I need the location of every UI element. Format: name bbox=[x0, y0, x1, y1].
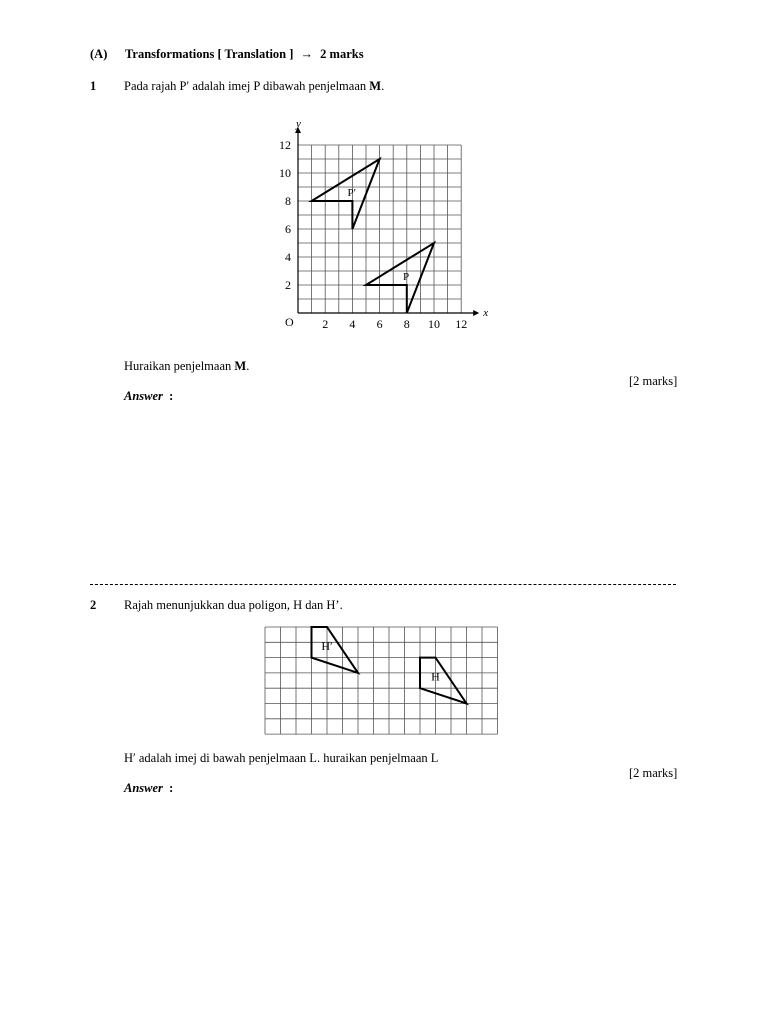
section-title-text: Transformations [ Translation ] bbox=[125, 47, 294, 61]
shape-label: H′ bbox=[321, 639, 333, 654]
y-tick-label: 6 bbox=[285, 222, 291, 236]
q1-text-pre: Pada rajah P′ adalah imej P dibawah penjelmaan bbox=[124, 79, 370, 93]
y-tick-label: 12 bbox=[279, 138, 291, 152]
y-tick-label: 8 bbox=[285, 194, 291, 208]
q1-answer-word: Answer bbox=[124, 389, 163, 403]
q1-number: 1 bbox=[90, 79, 97, 93]
q2-answer-word: Answer bbox=[124, 781, 163, 795]
q1-marks: [2 marks] bbox=[629, 374, 678, 388]
shape-polygon bbox=[312, 627, 359, 673]
q2-answer-label bbox=[124, 781, 173, 796]
shape-label: P bbox=[403, 271, 410, 284]
section-marks: 2 marks bbox=[320, 47, 364, 61]
x-axis-label: x bbox=[483, 307, 489, 319]
arrow-icon: → bbox=[300, 47, 314, 61]
y-tick-label: 4 bbox=[285, 250, 291, 264]
q1-question-post: . bbox=[246, 359, 250, 373]
shape-polygon bbox=[420, 658, 467, 704]
q2-marks: [2 marks] bbox=[629, 766, 678, 780]
q1-text-bold: M bbox=[369, 79, 382, 93]
y-axis-label: y bbox=[296, 118, 301, 130]
y-tick-label: 2 bbox=[285, 278, 291, 292]
x-tick-label: 10 bbox=[428, 317, 440, 331]
q2-answer-colon: : bbox=[169, 781, 174, 795]
x-tick-label: 6 bbox=[376, 317, 383, 331]
q2-number: 2 bbox=[90, 598, 97, 612]
q1-question-pre: Huraikan penjelmaan bbox=[124, 359, 235, 373]
shape-label: P′ bbox=[347, 187, 356, 200]
x-tick-label: 8 bbox=[403, 317, 410, 331]
x-tick-label: 12 bbox=[455, 317, 468, 331]
q2-question: H′ adalah imej di bawah penjelmaan L. huraikan penjelmaan L bbox=[124, 751, 439, 765]
x-tick-label: 4 bbox=[349, 317, 356, 331]
q1-text-post: . bbox=[381, 79, 385, 93]
y-tick-label: 10 bbox=[279, 166, 291, 180]
origin-label: O bbox=[285, 315, 294, 329]
x-tick-label: 2 bbox=[322, 317, 329, 331]
section-label: (A) bbox=[90, 47, 108, 61]
q1-answer-colon: : bbox=[169, 389, 174, 403]
q1-question-bold: M bbox=[234, 359, 247, 373]
shape-label: H bbox=[431, 669, 440, 684]
q2-text: Rajah menunjukkan dua poligon, H dan H’. bbox=[124, 598, 343, 612]
